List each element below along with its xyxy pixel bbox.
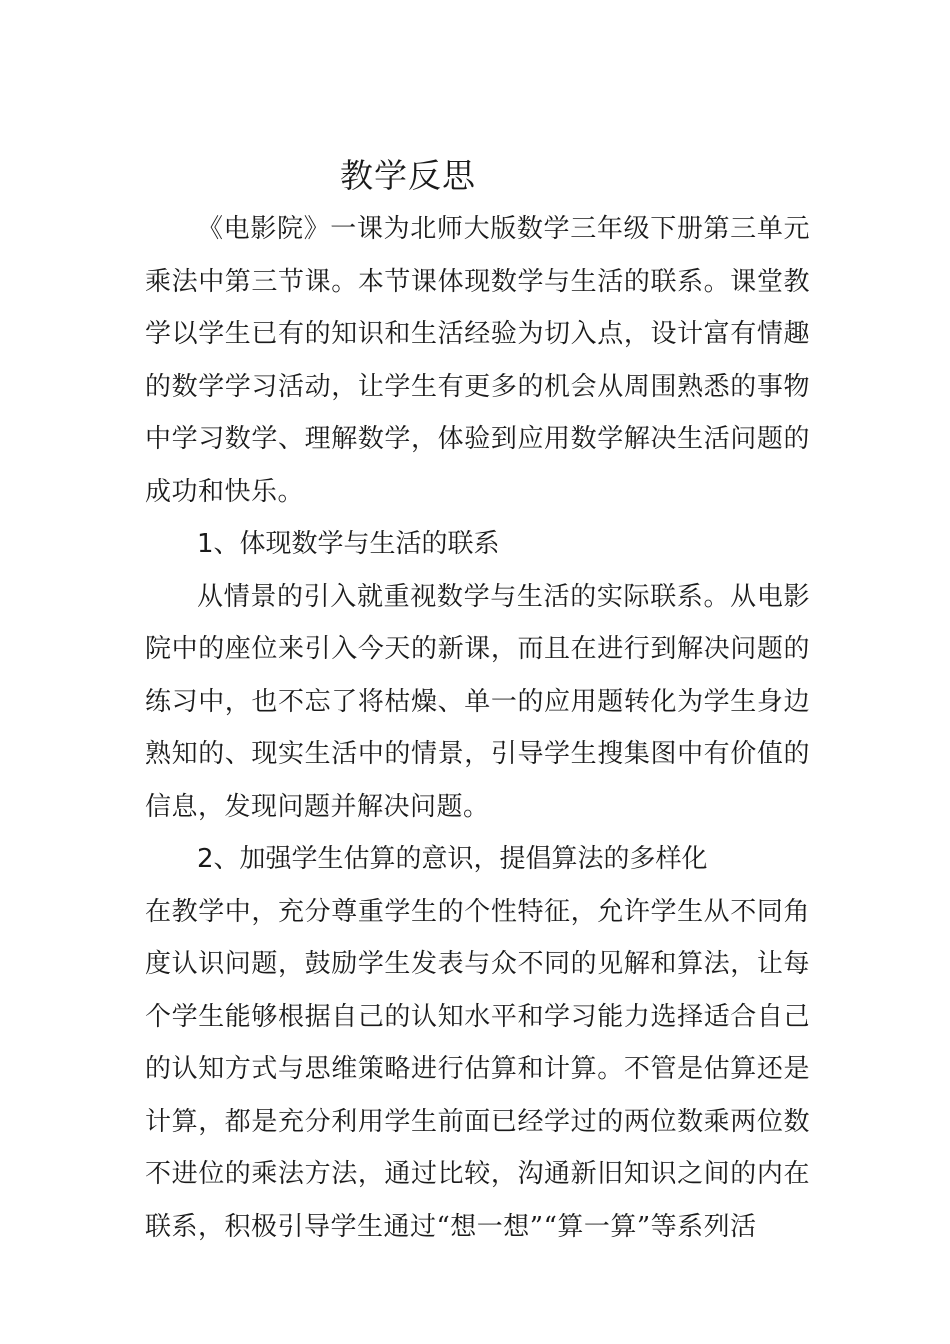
section-paragraph-2: 在教学中，充分尊重学生的个性特征，允许学生从不同角度认识问题，鼓励学生发表与众不同的见解和算法，让每个学生能够根据自己的认知水平和学习能力选择适合自己的认知方式与思维策略进行估算和计算。不管是估算还是计算，都是充分利用学生前面已经学过的两位数乘两位数不进位的乘法方法，通过比较，沟通新旧知识之间的内在联系，积极引导学生通过“想一想”“算一算”等系列活 bbox=[145, 896, 810, 1242]
section-heading-2: 2、加强学生估算的意识，提倡算法的多样化 bbox=[197, 844, 708, 874]
intro-paragraph: 《电影院》一课为北师大版数学三年级下册第三单元乘法中第三节课。本节课体现数学与生活的联系。课堂教学以学生已有的知识和生活经验为切入点，设计富有情趣的数学学习活动，让学生有更多的机会从周围熟悉的事物中学习数学、理解数学，体验到应用数学解决生活问题的成功和快乐。 bbox=[145, 214, 810, 507]
document-title: 教学反思 bbox=[340, 156, 476, 195]
section-paragraph-1: 从情景的引入就重视数学与生活的实际联系。从电影院中的座位来引入今天的新课，而且在进行到解决问题的练习中，也不忘了将枯燥、单一的应用题转化为学生身边熟知的、现实生活中的情景，引导学生搜集图中有价值的信息，发现问题并解决问题。 bbox=[145, 581, 810, 822]
section-heading-1: 1、体现数学与生活的联系 bbox=[197, 529, 500, 559]
document-body bbox=[145, 203, 810, 1253]
